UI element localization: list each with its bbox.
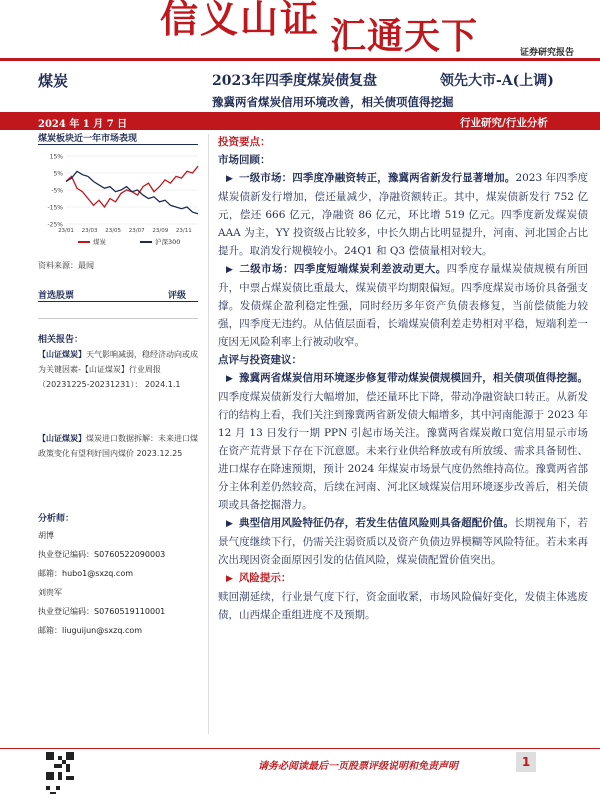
chart-source: 资料来源：最闻 — [38, 261, 94, 270]
qr-code-icon — [46, 752, 74, 780]
x-tick-label: 23/01 — [58, 228, 74, 234]
analyst-email — [38, 625, 142, 636]
legend-label: 煤炭 — [93, 238, 106, 246]
paragraph-text: 四季度存量煤炭债规模有所回升，中票占煤炭债比重最大，煤炭债平均期限偏短。四季度煤炭市场价具备强支撑。发债煤企盈利稳定性强，同时经历多年资产负债表修复，当前偿债能力较强，四季度无违约。从估值层面看，长端煤炭债利差走势相对平稳，短端利差一度因无风险利率上行被动收窄。 — [218, 263, 589, 348]
triangle-bullet-icon: ▶ — [226, 265, 234, 275]
picks-rating-header: 评级 — [168, 291, 187, 301]
analyst-license — [38, 606, 165, 617]
related-header: 相关报告： — [38, 335, 84, 345]
invest-header: 投资要点： — [218, 136, 271, 148]
analyst-header: 分析师： — [38, 514, 75, 524]
x-tick-label: 23/03 — [81, 228, 98, 234]
risk-header-row — [218, 569, 588, 588]
triangle-bullet-icon: ▶ — [226, 174, 234, 184]
paragraph-lead: 二级市场：四季度短端煤炭利差波动更大。 — [239, 263, 447, 275]
qr-code-icon — [46, 786, 60, 800]
picks-rule — [38, 301, 198, 302]
paragraph-text: 四季度煤炭债新发行大幅增加，偿还量环比下降，带动净融资缺口转正。从新发行的结构上看，我们关注到豫冀两省新发债大幅增多，其中河南能源于 2023 年 12 月 13 日发行一期 PPN 引起市场关注。豫冀两省煤炭敞口宽信用显示市场在资产荒背景下存在下沉意愿。未来行业供给释放或有所放缓、需求具备韧性、进口煤存在降速预期，预计 2024 年煤炭市场景气度仍然维持高位。豫冀两省部分主体利差仍然较高，后续在河南、河北区域煤炭信用环境逐步改善后，相关债项或具备挖掘潜力。 — [218, 391, 588, 511]
industry-rating: 领先大市-A(上调) — [440, 73, 554, 89]
related-report-tag: 【山证煤炭】 — [38, 350, 86, 359]
chart-title: 煤炭板块近一年市场表现 — [38, 134, 138, 144]
footer-rule — [0, 748, 600, 749]
analyst-license — [38, 549, 165, 560]
legend-label: 沪深300 — [155, 238, 181, 246]
main-content — [218, 133, 588, 624]
email-label: 邮箱： — [38, 569, 62, 578]
page-number: 1 — [516, 752, 536, 772]
triangle-bullet-icon: ▶ — [226, 574, 233, 584]
paragraph-primary-market — [218, 169, 588, 260]
license-label: 执业登记编码： — [38, 607, 94, 616]
risk-text: 赎回潮延续，行业景气度下行，资金面收紧，市场风险偏好变化，发债主体逃废债，山西煤企重组进度不及预期。 — [218, 591, 588, 621]
header-rule — [0, 58, 600, 61]
analyst-name: 刘贵军 — [38, 588, 62, 597]
sector-label: 煤炭 — [38, 72, 69, 90]
triangle-bullet-icon: ▶ — [226, 374, 233, 384]
y-tick-label: 15% — [49, 153, 63, 161]
paragraph-text: 2023 年四季度煤炭债新发行增加，偿还量减少，净融资额转正。其中，煤炭债新发行 752 亿元，偿还 666 亿元，净融资 86 亿元，环比增 519 亿元。四季度新发煤炭债 AAA 为主，YY 投资级占比较多，中长久期占比明显提升，河南、河北国企占比提升。取消发行规模较小。24Q1 和 Q3 偿债量相对较大。 — [218, 172, 589, 257]
x-tick-label: 23/07 — [128, 228, 145, 234]
logo-right: 汇通天下 — [330, 15, 479, 57]
risk-header: 风险提示： — [238, 572, 292, 584]
analyst-email — [38, 568, 133, 579]
license-number: S0760519110001 — [94, 607, 166, 616]
license-number: S0760522090003 — [94, 550, 166, 559]
license-label: 执业登记编码： — [38, 550, 94, 559]
email-link[interactable]: hubo1@sxzq.com — [62, 569, 134, 578]
related-report-1[interactable] — [38, 347, 203, 392]
report-date: 2024 年 1 月 7 日 — [38, 119, 128, 130]
advice-header: 点评与投资建议： — [218, 354, 302, 366]
paragraph-risk-features — [218, 514, 588, 569]
triangle-bullet-icon: ▶ — [226, 519, 233, 529]
paragraph-lead: 一级市场：四季度净融资转正，豫冀两省新发行显著增加。 — [239, 172, 516, 184]
related-report-2[interactable] — [38, 431, 203, 461]
paragraph-credit-env — [218, 369, 588, 514]
related-report-tag: 【山证煤炭】 — [38, 434, 86, 443]
email-label: 邮箱： — [38, 626, 62, 635]
related-report-text: 天气影响减弱，稳经济动向或成为关键因素-【山证煤炭】行业周报（20231225-20231231）： 2024.1.1 — [38, 350, 198, 389]
brand-tag: 证券研究报告 — [520, 48, 575, 58]
market-performance-chart — [38, 148, 203, 253]
paragraph-lead: 典型信用风险特征仍存，若发生估值风险则具备超配价值。 — [239, 517, 515, 529]
chart-title-rule — [38, 144, 198, 145]
logo-left: 信义山证 — [160, 0, 321, 41]
x-tick-label: 23/09 — [152, 228, 169, 234]
series-line-coal — [66, 166, 198, 207]
footer-disclaimer[interactable]: 请务必阅读最后一页股票评级说明和免责声明 — [258, 761, 458, 772]
review-header: 市场回顾： — [218, 154, 271, 166]
email-link[interactable]: liuguijun@sxzq.com — [62, 626, 143, 635]
report-type: 行业研究/行业分析 — [460, 117, 548, 129]
column-divider — [208, 134, 209, 734]
x-tick-label: 23/05 — [105, 228, 122, 234]
x-tick-label: 23/11 — [175, 228, 192, 234]
paragraph-lead: 豫冀两省煤炭信用环境逐步修复带动煤炭债规模回升，相关债项值得挖掘。 — [239, 372, 588, 384]
paragraph-text: 长期视角下，若景气度继续下行，仍需关注弱资质以及资产负债边界模糊等风险特征。若未来再次出现因资金面原因引发的估值风险，煤炭债配置价值突出。 — [218, 517, 588, 566]
picks-header: 首选股票 — [38, 291, 75, 301]
y-tick-label: 5% — [53, 170, 63, 178]
analyst-name: 胡博 — [38, 531, 54, 540]
y-tick-label: -25% — [47, 221, 63, 229]
paragraph-secondary-market — [218, 260, 588, 351]
report-title: 2023年四季度煤炭债复盘 — [212, 73, 377, 89]
y-tick-label: -5% — [51, 187, 63, 195]
related-report-text: 煤炭进口数据拆解：未来进口煤政策变化有望利好国内煤价 2023.12.25 — [38, 434, 198, 458]
picks-rule-bottom — [38, 318, 198, 319]
y-tick-label: -15% — [47, 204, 63, 212]
report-subtitle: 豫冀两省煤炭信用环境改善，相关债项值得挖掘 — [212, 95, 454, 109]
